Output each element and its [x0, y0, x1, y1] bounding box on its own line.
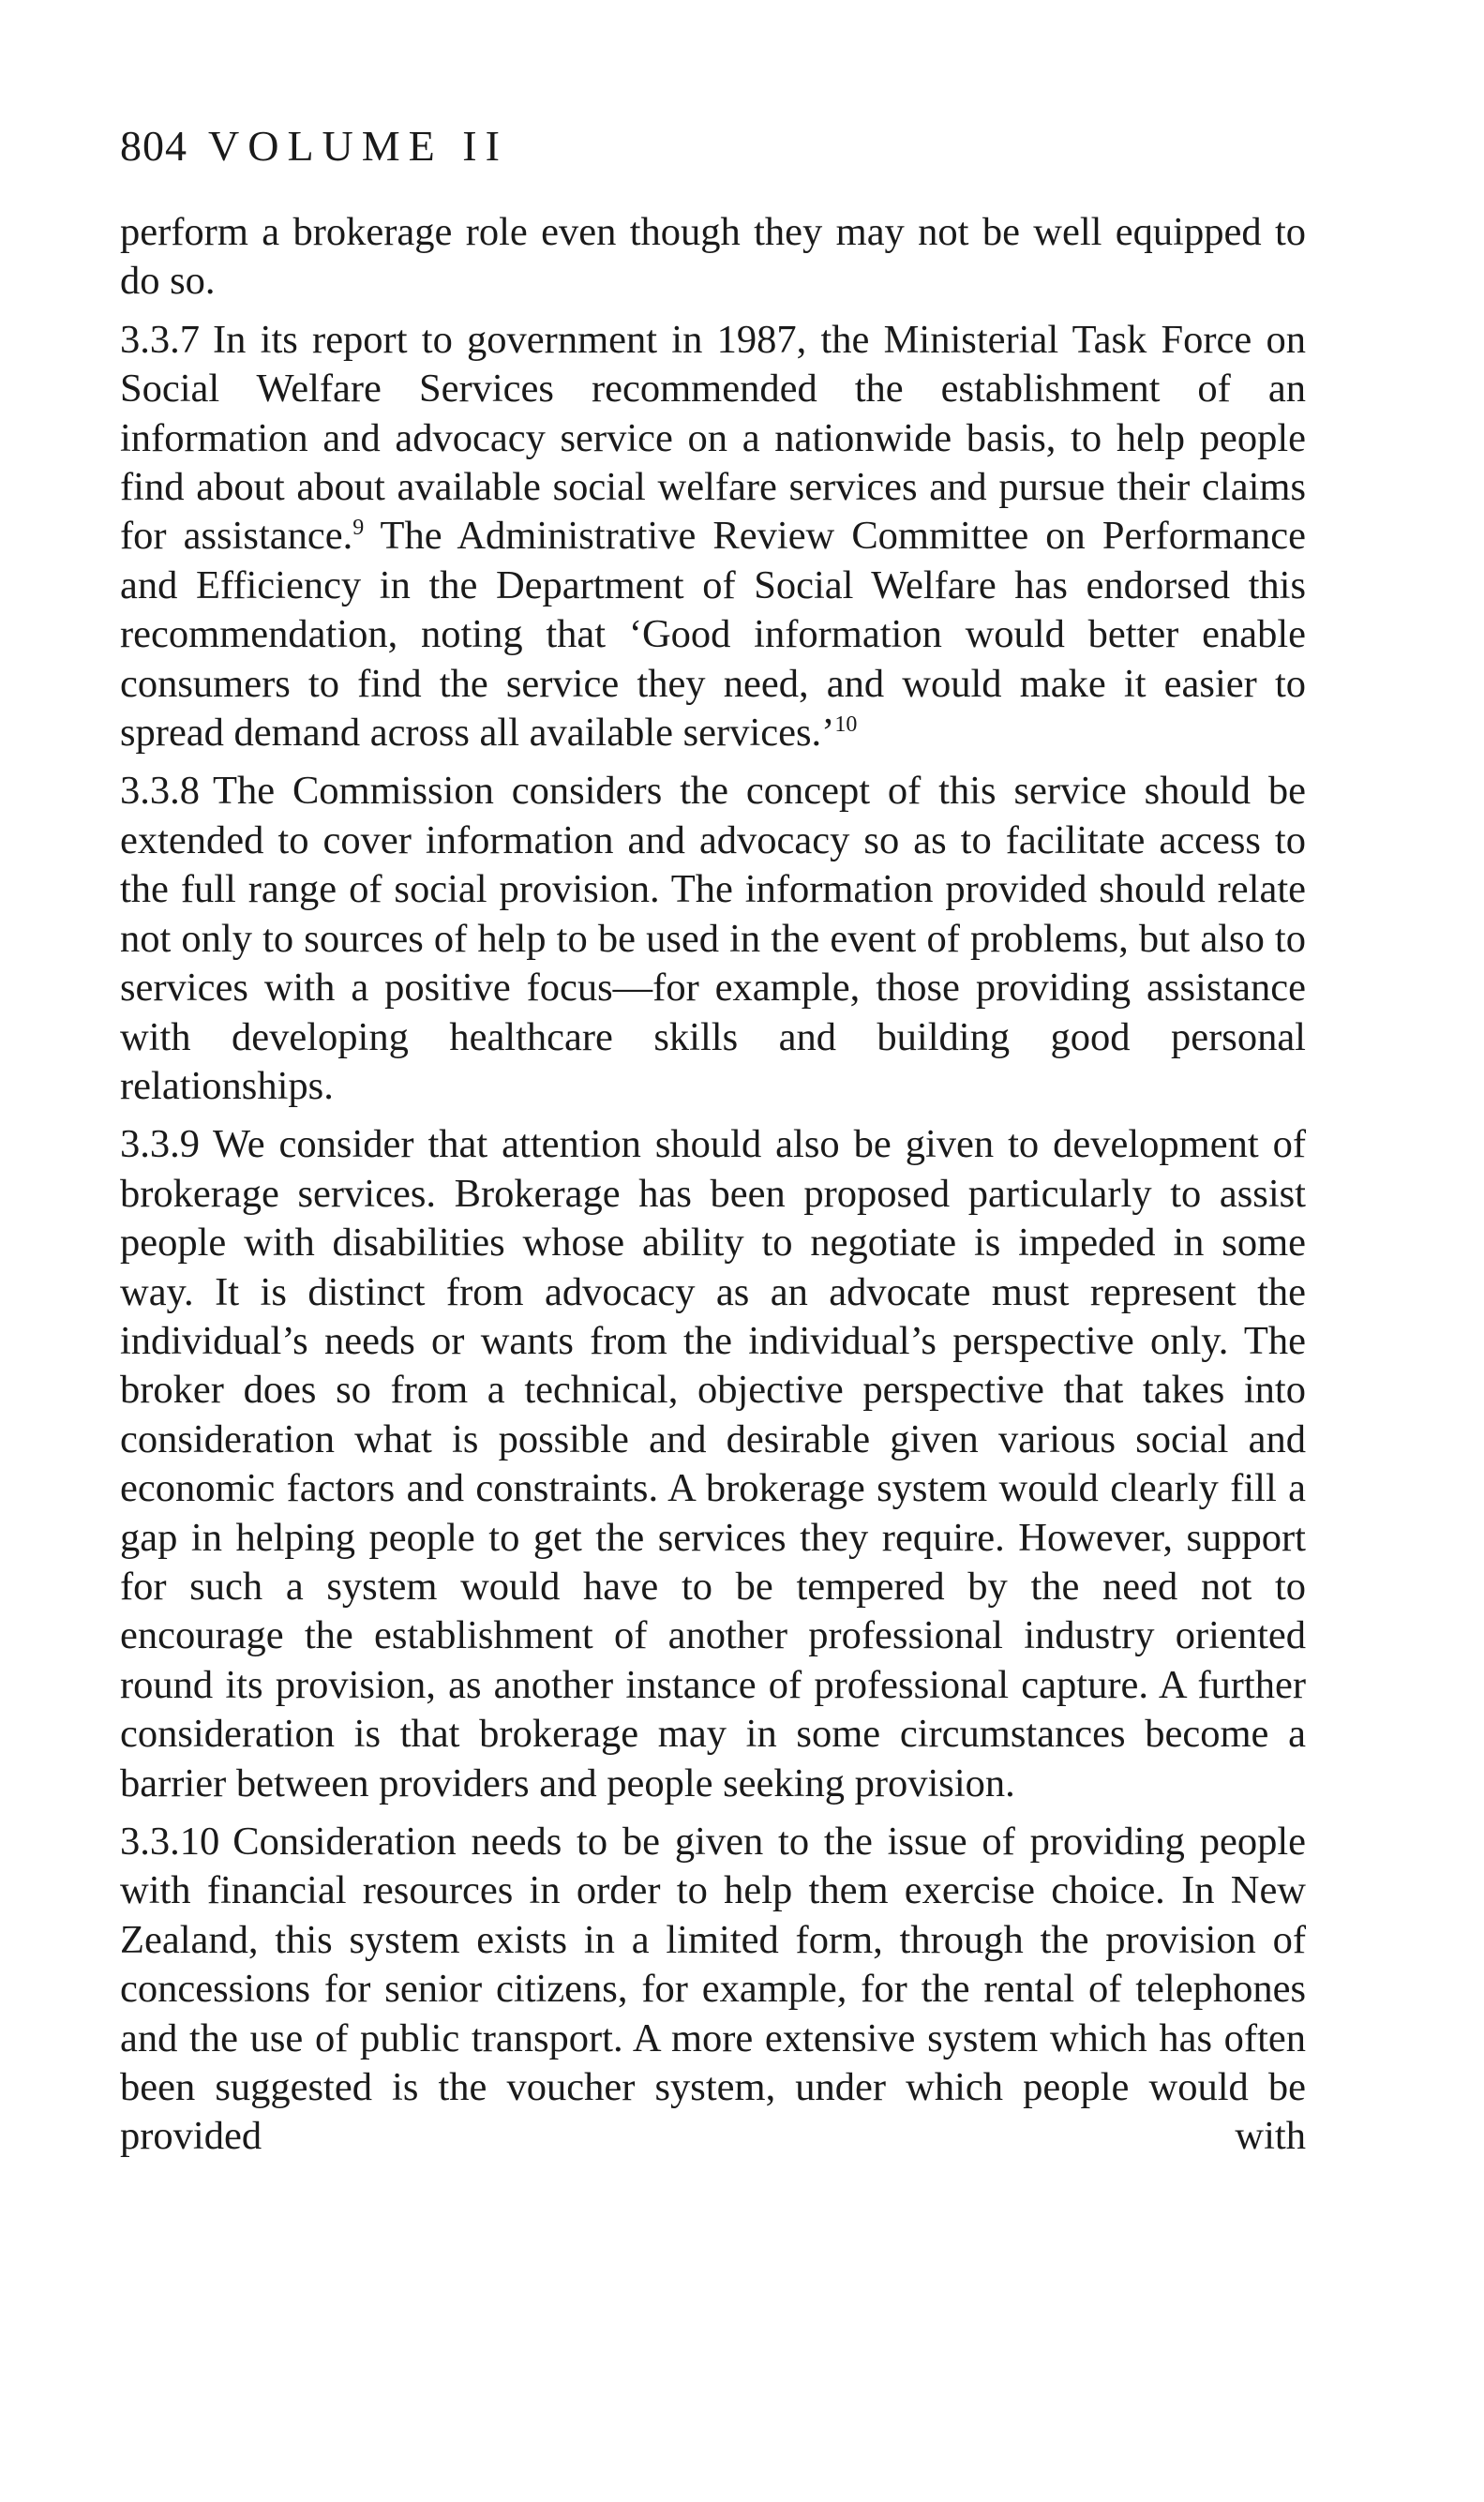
- paragraph-3-3-8: [120, 767, 1306, 1111]
- paragraph-3-3-10: [120, 1818, 1306, 2162]
- paragraph-number: 3.3.7: [120, 317, 200, 362]
- paragraph-number: 3.3.10: [120, 1820, 220, 1864]
- body-text: [120, 208, 1306, 2171]
- paragraph-text: We consider that attention should also be given to development of brokerage services. Brokerage has been proposed particularly to assist people with disabilities whose ability to negotiate is impeded in some way. It is distinct from advocacy as an advocate must represent the individual’s needs or wants from the individual’s perspective only. The broker does so from a technical, objective perspective that takes into consideration what is possible and desirable given various social and economic factors and constraints. A brokerage system would clearly fill a gap in helping people to get the services they require. However, support for such a system would have to be tempered by the need not to encourage the establishment of another professional industry oriented round its provision, as another instance of professional capture. A further consideration is that brokerage may in some circumstances become a barrier between providers and people seeking provision.: [120, 1122, 1306, 1805]
- paragraph-number: 3.3.8: [120, 769, 200, 814]
- paragraph-text: The Commission considers the concept of this service should be extended to cover information and advocacy so as to facilitate access to the full range of social provision. The information provided should relate not only to sources of help to be used in the event of problems, but also to services with a positive focus—for example, those providing assistance with developing healthcare skills and building good personal relationships.: [120, 769, 1306, 1108]
- page-number: 804: [120, 122, 187, 170]
- paragraph-text: The Administrative Review Committee on Performance and Efficiency in the Department of Social Welfare has endorsed this recommendation, noting that ‘Good information would better enable consumers to find the service they need, and would make it easier to spread demand across all available services.’: [120, 514, 1306, 756]
- paragraph-number: 3.3.9: [120, 1122, 200, 1167]
- paragraph-text: In its report to government in 1987, the Ministerial Task Force on Social Welfare Services recommended the establishment of an information and advocacy service on a nationwide basis, to help people find about about available social welfare services and pursue their claims for assistance.: [120, 317, 1306, 559]
- footnote-ref: 9: [352, 516, 365, 541]
- paragraph-3-3-9: [120, 1120, 1306, 1808]
- paragraph-3-3-7: [120, 316, 1306, 758]
- paragraph-text: perform a brokerage role even though they may not be well equipped to do so.: [120, 210, 1306, 304]
- running-head-volume: VOLUME II: [208, 122, 508, 170]
- paragraph-text: Consideration needs to be given to the issue of providing people with financial resources in order to help them exercise choice. In New Zealand, this system exists in a limited form, through the provision of concessions for senior citizens, for example, for the rental of telephones and the use of public transport. A more extensive system which has often been suggested is the voucher system, under which people would be provided with: [120, 1820, 1306, 2159]
- page-header: [120, 118, 508, 174]
- footnote-ref: 10: [834, 712, 858, 737]
- paragraph-continued: [120, 208, 1306, 307]
